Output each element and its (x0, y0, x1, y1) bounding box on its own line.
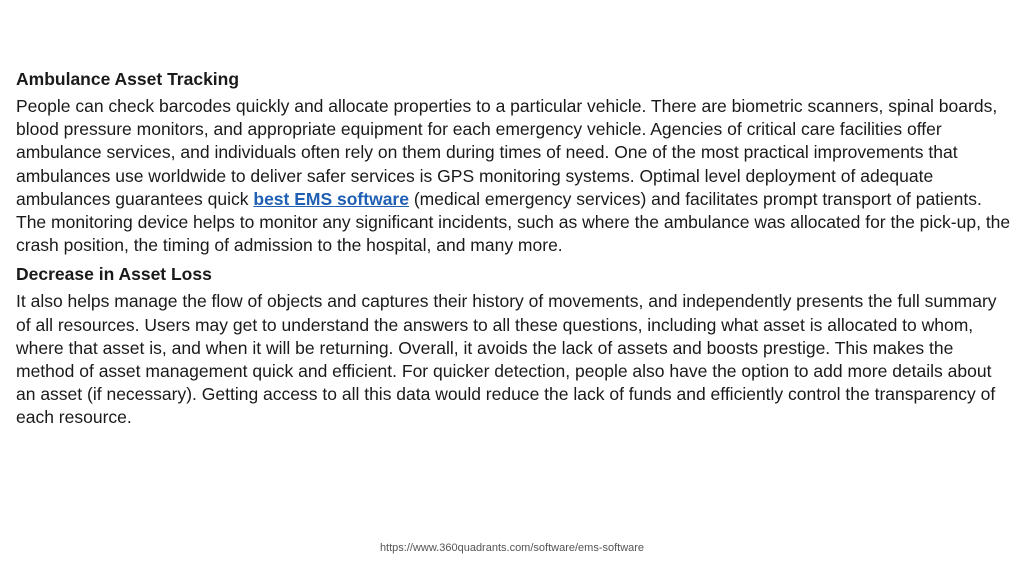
section-paragraph-ambulance-asset-tracking (16, 95, 1012, 257)
paragraph-text-before-link: People can check barcodes quickly and allocate properties to a particular vehicle. There are biometric scanners, spinal boards, blood pressure monitors, and appropriate equipment for each emergency vehicle. Agencies of critical care facilities offer ambulance services, and individuals often rely on them during times of need. One of the most practical improvements that ambulances use worldwide to deliver safer services is GPS monitoring systems. Optimal level deployment of adequate ambulances guarantees quick (16, 96, 998, 209)
section-paragraph-decrease-in-asset-loss: It also helps manage the flow of objects and captures their history of movements, and independently presents the full summary of all resources. Users may get to understand the answers to all these questions, including what asset is allocated to whom, where that asset is, and when it will be returning. Overall, it avoids the lack of assets and boosts prestige. This makes the method of asset management quick and efficient. For quicker detection, people also have the option to add more details about an asset (if necessary). Getting access to all this data would reduce the lack of funds and efficiently control the transparency of each resource. (16, 291, 997, 428)
section-heading-decrease-in-asset-loss: Decrease in Asset Loss (16, 264, 212, 285)
document-body (16, 68, 1012, 436)
best-ems-software-link[interactable]: best EMS software (253, 188, 409, 209)
section-heading-ambulance-asset-tracking: Ambulance Asset Tracking (16, 69, 240, 89)
footer-source-url: https://www.360quadrants.com/software/ems-software (379, 542, 645, 554)
paragraph-text-after-link: (medical emergency services) and facilitates prompt transport of patients. The monitoring device helps to monitor any significant incidents, such as where the ambulance was allocated for the pick-up, the crash position, the timing of admission to the hospital, and many more. (16, 188, 1011, 256)
